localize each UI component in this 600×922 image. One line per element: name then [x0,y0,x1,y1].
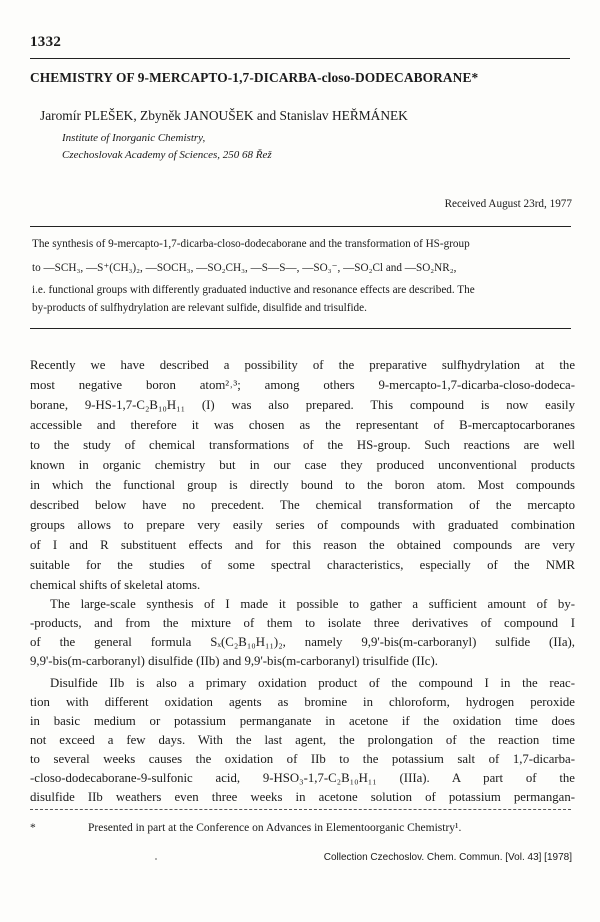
affiliation-line-1: Institute of Inorganic Chemistry, [62,132,206,144]
body-line: borane, 9-HS-1,7-C₂B₁₀H₁₁ (I) was also prepared. This compound is now easily [30,398,575,412]
body-line: not exceed a few days. With the last agent, the prolongation of the reaction time [30,733,575,747]
body-line: tion with different oxidation agents as bromine in chloroform, hydrogen peroxide [30,695,575,709]
body-line: accessible and therefore it was chosen as the representant of B-mercaptocarboranes [30,418,575,432]
body-line: of the general formula Sₓ(C₂B₁₀H₁₁)₂, namely 9,9'-bis(m-carboranyl) sulfide (IIa), [30,635,575,649]
header-rule [30,58,570,59]
affiliation-line-2: Czechoslovak Academy of Sciences, 250 68 Řež [62,149,272,161]
abstract-line: The synthesis of 9-mercapto-1,7-dicarba-closo-dodecaborane and the transformation of HS-group [32,238,470,250]
body-line: disulfide IIb weathers even three weeks in acetone solution of potassium permangan- [30,790,575,804]
footnote-marker: * [30,822,36,834]
abstract-line: i.e. functional groups with differently graduated inductive and resonance effects are described. The [32,284,475,296]
body-line: -products, and from the mixture of them to isolate three derivatives of compound I [30,616,575,630]
article-title: CHEMISTRY OF 9-MERCAPTO-1,7-DICARBA-closo-DODECABORANE* [30,70,479,85]
abstract-rule-top [30,226,571,227]
body-line: The large-scale synthesis of I made it possible to gather a sufficient amount of by- [50,597,575,611]
body-line: in which the functional group is directly bound to the boron atom. Most compounds [30,478,575,492]
authors: Jaromír PLEŠEK, Zbyněk JANOUŠEK and Stanislav HEŘMÁNEK [40,108,408,123]
body-line: -closo-dodecaborane-9-sulfonic acid, 9-HSO₃-1,7-C₂B₁₀H₁₁ (IIIa). A part of the [30,771,575,785]
body-line: 9,9'-bis(m-carboranyl) disulfide (IIb) and 9,9'-bis(m-carboranyl) trisulfide (IIc). [30,654,438,668]
footnote-rule [30,809,571,810]
body-line: most negative boron atom²˒³; among others 9-mercapto-1,7-dicarba-closo-dodeca- [30,378,575,392]
body-line: chemical shifts of skeletal atoms. [30,578,201,592]
body-line: groups allows to prepare very easily series of compounds with graduated combination [30,518,575,532]
abstract-line: by-products of sulfhydrylation are relevant sulfide, disulfide and trisulfide. [32,302,367,314]
body-line: suitable for the studies of some spectral characteristics, especially of the NMR [30,558,575,572]
journal-citation: Collection Czechoslov. Chem. Commun. [Vol. 43] [1978] [323,852,572,863]
received-date: Received August 23rd, 1977 [444,198,572,210]
body-line: known in organic chemistry but in our case they produced unconventional products [30,458,575,472]
page-number: 1332 [30,34,62,50]
footnote-text: Presented in part at the Conference on Advances in Elementoorganic Chemistry¹. [88,822,462,834]
abstract-line: to —SCH₃, —S⁺(CH₃)₂, —SOCH₃, —SO₂CH₃, —S—S—, —SO₃⁻, —SO₂Cl and —SO₂NR₂, [32,262,457,274]
scan-speck [155,858,157,860]
abstract-rule-bottom [30,328,571,329]
body-line: described below have no precedent. The chemical transformation of the mercapto [30,498,575,512]
body-line: Disulfide IIb is also a primary oxidation product of the compound I in the reac- [50,676,575,690]
body-line: in basic medium or potassium permanganate in acetone if the oxidation time does [30,714,575,728]
body-line: Recently we have described a possibility of the preparative sulfhydrylation at the [30,358,575,372]
body-line: to several weeks causes the oxidation of IIb to the potassium salt of 1,7-dicarba- [30,752,575,766]
body-line: of I and R substituent effects and for this reason the obtained compounds are very [30,538,575,552]
body-line: to the study of chemical transformations of the HS-group. Such reactions are well [30,438,575,452]
